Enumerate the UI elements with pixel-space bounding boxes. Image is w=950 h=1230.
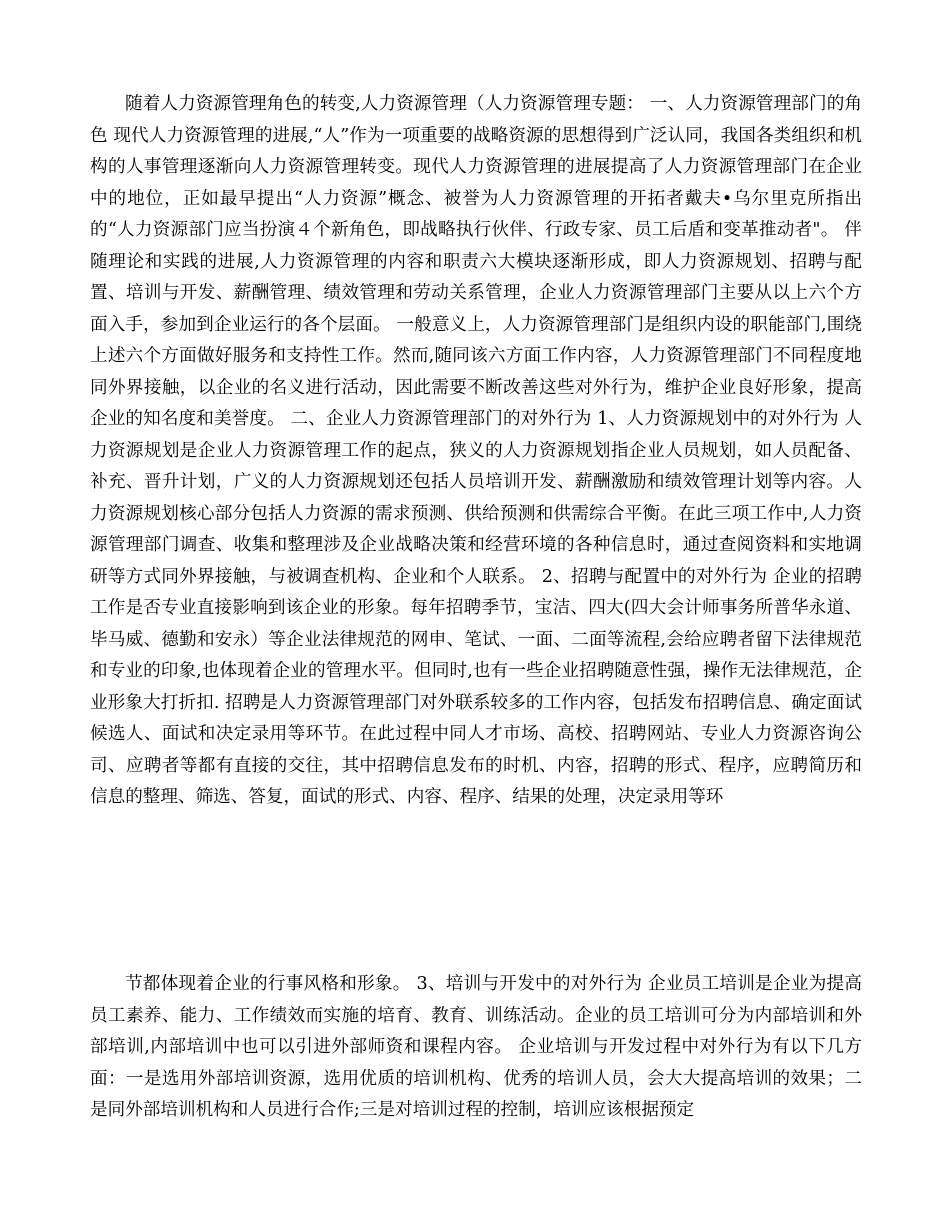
paragraph-2: 节都体现着企业的行事风格和形象。 3、培训与开发中的对外行为 企业员工培训是企业为提高员工素养、能力、工作绩效而实施的培育、教育、训练活动。企业的员工培训可分为内部培训和外部培训,内部培训中也可以引进外部师资和课程内容。 企业培训与开发过程中对外行为有以下几方面：一是选用外部培训资源，选用优质的培训机构、优秀的培训人员，会大大提高培训的效果；二是同外部培训机构和人员进行合作;三是对培训过程的控制，培训应该根据预定 xyxy=(90,974,862,1120)
paragraph-1: 随着人力资源管理角色的转变,人力资源管理（人力资源管理专题： 一、人力资源管理部门的角色 现代人力资源管理的进展,“人”作为一项重要的战略资源的思想得到广泛认同，我国各类组织和机构的人事管理逐渐向人力资源管理转变。现代人力资源管理的进展提高了人力资源管理部门在企业中的地位，正如最早提出“人力资源”概念、被誉为人力资源管理的开拓者戴夫•乌尔里克所指出的“人力资源部门应当扮演４个新角色，即战略执行伙伴、行政专家、员工后盾和变革推动者"。 伴随理论和实践的进展,人力资源管理的内容和职责六大模块逐渐形成，即人力资源规划、招聘与配置、培训与开发、薪酬管理、绩效管理和劳动关系管理，企业人力资源管理部门主要从以上六个方面入手，参加到企业运行的各个层面。 一般意义上，人力资源管理部门是组织内设的职能部门,围绕上述六个方面做好服务和支持性工作。然而,随同该六方面工作内容，人力资源管理部门不同程度地同外界接触，以企业的名义进行活动，因此需要不断改善这些对外行为，维护企业良好形象，提高企业的知名度和美誉度。 二、企业人力资源管理部门的对外行为 1、人力资源规划中的对外行为 人力资源规划是企业人力资源管理工作的起点，狭义的人力资源规划指企业人员规划，如人员配备、补充、晋升计划，广义的人力资源规划还包括人员培训开发、薪酬激励和绩效管理计划等内容。人力资源规划核心部分包括人力资源的需求预测、供给预测和供需综合平衡。在此三项工作中,人力资源管理部门调查、收集和整理涉及企业战略决策和经营环境的各种信息时，通过查阅资料和实地调研等方式同外界接触，与被调查机构、企业和个人联系。 2、招聘与配置中的对外行为 企业的招聘工作是否专业直接影响到该企业的形象。每年招聘季节，宝洁、四大(四大会计师事务所普华永道、毕马威、德勤和安永）等企业法律规范的网申、笔试、一面、二面等流程,会给应聘者留下法律规范和专业的印象,也体现着企业的管理水平。但同时,也有一些企业招聘随意性强，操作无法律规范，企业形象大打折扣. 招聘是人力资源管理部门对外联系较多的工作内容，包括发布招聘信息、确定面试候选人、面试和决定录用等环节。在此过程中同人才市场、高校、招聘网站、专业人力资源咨询公司、应聘者等都有直接的交往，其中招聘信息发布的时机、内容，招聘的形式、程序，应聘简历和信息的整理、筛选、答复，面试的形式、内容、程序、结果的处理，决定录用等环 xyxy=(90,94,862,807)
